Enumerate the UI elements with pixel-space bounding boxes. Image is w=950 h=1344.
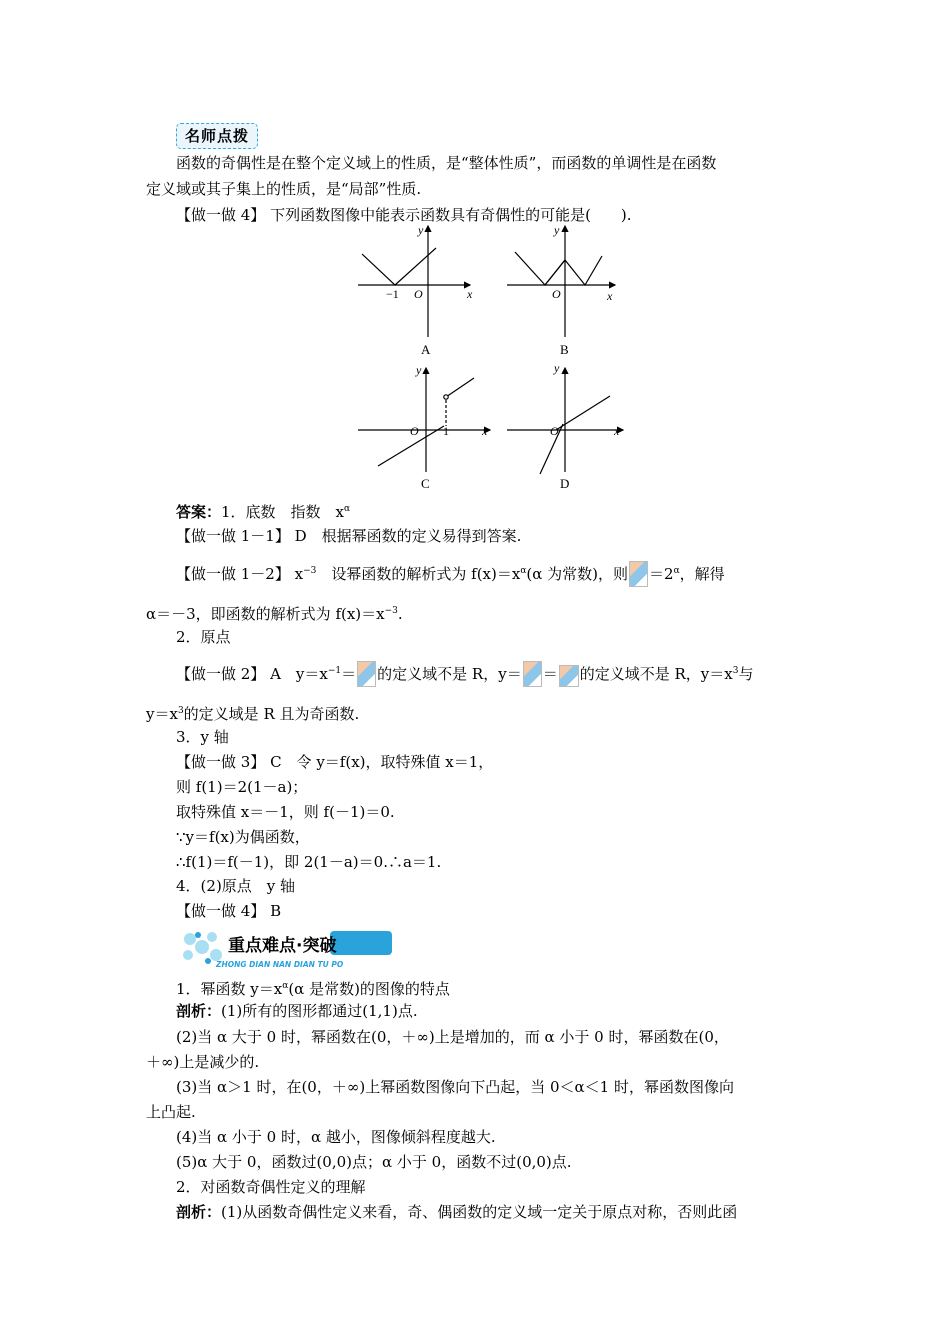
answer-1-2-cont: α＝－3，即函数的解析式为 $f(x)=x^{-3}$. bbox=[146, 605, 403, 623]
graph-d bbox=[507, 368, 623, 474]
answer-1-sup: α bbox=[344, 504, 351, 514]
graph-a-origin: O bbox=[414, 287, 423, 301]
section-1-p2b: ＋∞)上是减少的. bbox=[146, 1053, 260, 1071]
graph-c-origin: O bbox=[410, 424, 419, 438]
graph-a-tick: −1 bbox=[386, 287, 399, 301]
graph-c-y-label: y bbox=[416, 363, 422, 377]
answer-2-2-cont: $y=x^3$的定义域是 R 且为奇函数. bbox=[146, 705, 360, 723]
graph-a bbox=[358, 226, 470, 337]
answers-title: 答案： bbox=[176, 503, 222, 521]
answers-line-1 bbox=[176, 499, 350, 522]
answer-3-3-b: 则 f(1)＝2(1－a)； bbox=[176, 778, 308, 796]
question-text: 【做一做 4】 下列函数图像中能表示函数具有奇偶性的可能是( ). bbox=[176, 206, 632, 224]
section-2-title: 2．对函数奇偶性定义的理解 bbox=[176, 1178, 366, 1196]
formula-image bbox=[629, 561, 648, 587]
section-2-p1: 剖析：(1)从函数奇偶性定义来看，奇、偶函数的定义域一定关于原点对称，否则此函 bbox=[176, 1203, 738, 1221]
formula-image bbox=[559, 665, 579, 687]
formula-image bbox=[357, 661, 376, 687]
graph-d-label: D bbox=[560, 476, 570, 491]
graph-b-x-label: x bbox=[607, 289, 613, 303]
banner-decoration bbox=[176, 925, 396, 971]
graph-b-label: B bbox=[560, 342, 569, 357]
answer-3-3: 【做一做 3】 C 令 y＝f(x)，取特殊值 x＝1， bbox=[176, 753, 494, 771]
banner-subtitle: ZHONG DIAN NAN DIAN TU PO bbox=[216, 960, 344, 969]
answer-3-3-e: ∴f(1)＝f(－1)，即 2(1－a)＝0.∴a＝1. bbox=[176, 853, 442, 871]
section-1-p3: (3)当 α＞1 时，在(0，＋∞)上幂函数图像向下凸起，当 0＜α＜1 时，幂函数图像向 bbox=[176, 1078, 734, 1096]
key-points-banner bbox=[176, 925, 396, 971]
answer-2-2: 【做一做 2】 A $y=x^{-1}=$ 的定义域不是 R，y＝ ＝ 的定义域不是 R，$y=x^3$与 bbox=[176, 661, 753, 687]
answer-1-2: 【做一做 1－2】 $x^{-3}$ 设幂函数的解析式为 $f(x)=x^\alpha(\alpha$ 为常数)，则 $=2^\alpha$，解得 bbox=[176, 561, 725, 587]
graph-d-y-label: y bbox=[554, 361, 560, 375]
section-1-p2: (2)当 α 大于 0 时，幂函数在(0，＋∞)上是增加的，而 α 小于 0 时，幂函数在(0， bbox=[176, 1028, 729, 1046]
graph-a-label: A bbox=[421, 342, 431, 357]
graph-c-label: C bbox=[421, 476, 430, 491]
function-graphs-figure bbox=[340, 222, 640, 494]
graph-b-origin: O bbox=[552, 287, 561, 301]
answer-1-1: 【做一做 1－1】 D 根据幂函数的定义易得到答案. bbox=[176, 527, 522, 545]
graph-b-y-label: y bbox=[554, 223, 560, 237]
paragraph-line: 函数的奇偶性是在整个定义域上的性质，是“整体性质”，而函数的单调性是在函数 bbox=[176, 154, 717, 172]
teacher-tip-badge: 名师点拨 bbox=[176, 123, 258, 149]
graph-d-x-label: x bbox=[614, 424, 620, 438]
section-1-title: 1．幂函数 $y=x^\alpha(\alpha$ 是常数)的图像的特点 bbox=[176, 980, 450, 998]
formula-image bbox=[523, 661, 542, 687]
section-1-p5: (5)α 大于 0，函数过(0,0)点；α 小于 0，函数不过(0,0)点. bbox=[176, 1153, 572, 1171]
answer-3-3-d: ∵y＝f(x)为偶函数， bbox=[176, 828, 310, 846]
answer-4-4: 【做一做 4】 B bbox=[176, 902, 282, 920]
section-1-p4: (4)当 α 小于 0 时，α 越小，图像倾斜程度越大. bbox=[176, 1128, 496, 1146]
graph-c-tick: 1 bbox=[443, 424, 449, 438]
paragraph-line: 定义域或其子集上的性质，是“局部”性质. bbox=[146, 180, 422, 198]
answer-4: 4．(2)原点 y 轴 bbox=[176, 877, 296, 895]
graph-d-origin: O bbox=[550, 424, 559, 438]
answer-3: 3．y 轴 bbox=[176, 728, 229, 746]
banner-title: 重点难点·突破 bbox=[228, 936, 337, 956]
graph-c bbox=[358, 368, 490, 472]
answer-3-3-c: 取特殊值 x＝－1，则 f(－1)＝0. bbox=[176, 803, 395, 821]
graph-a-y-label: y bbox=[418, 223, 424, 237]
graph-c-x-label: x bbox=[482, 424, 488, 438]
graph-b bbox=[507, 226, 615, 337]
section-1-p3b: 上凸起. bbox=[146, 1103, 196, 1121]
section-1-p1: 剖析：(1)所有的图形都通过(1,1)点. bbox=[176, 1002, 418, 1020]
answer-2: 2．原点 bbox=[176, 628, 231, 646]
answer-1: 1．底数 指数 x bbox=[221, 503, 345, 521]
graph-a-x-label: x bbox=[467, 287, 473, 301]
